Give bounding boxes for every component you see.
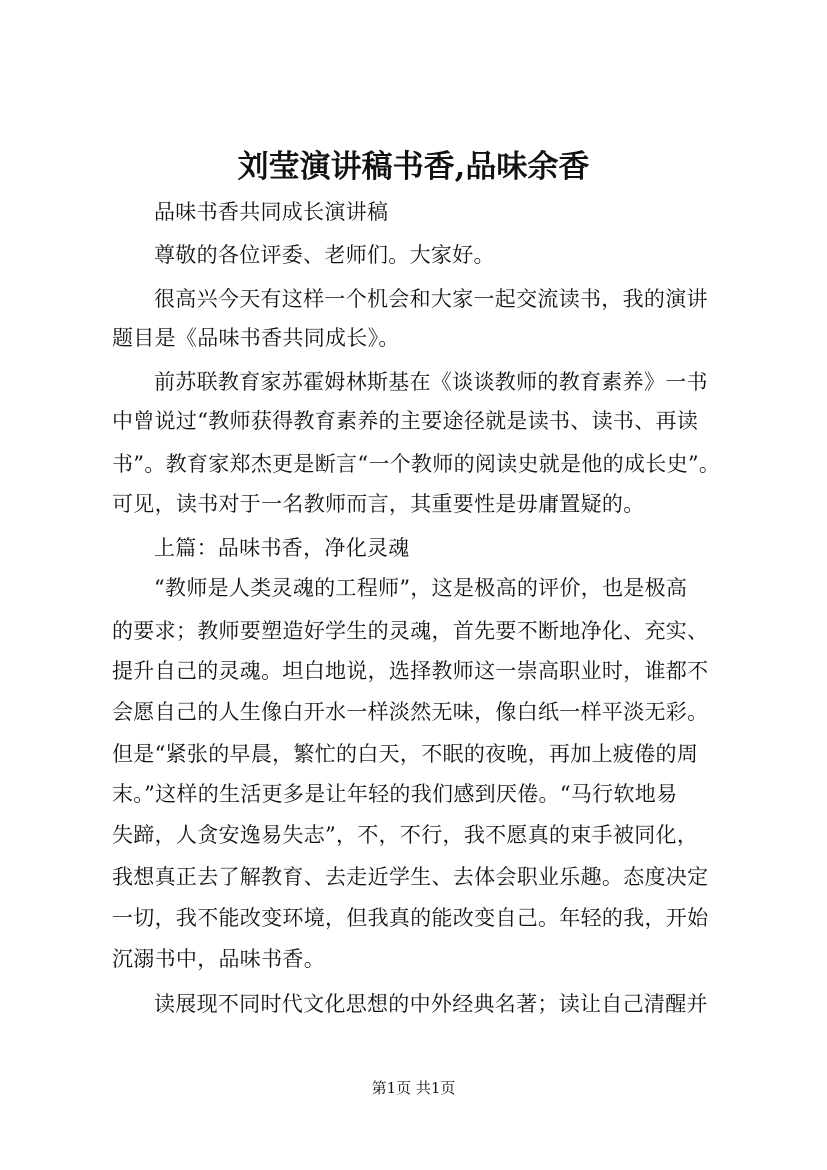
text-line: 末。”这样的生活更多是让年轻的我们感到厌倦。“马行软地易	[112, 782, 678, 806]
text-line: 可见，读书对于一名教师而言，其重要性是毋庸置疑的。	[112, 492, 645, 516]
text-line: 很高兴今天有这样一个机会和大家一起交流读书，我的演讲	[154, 287, 708, 311]
text-line: 尊敬的各位评委、老师们。大家好。	[154, 243, 495, 267]
text-line: 读展现不同时代文化思想的中外经典名著；读让自己清醒并	[154, 992, 708, 1016]
text-line: 题目是《品味书香共同成长》。	[112, 326, 400, 350]
text-line: 书”。教育家郑杰更是断言“一个教师的阅读史就是他的成长史”。	[112, 452, 721, 476]
text-line: 中曾说过“教师获得教育素养的主要途径就是读书、读书、再读	[112, 409, 699, 433]
text-line: 前苏联教育家苏霍姆林斯基在《谈谈教师的教育素养》一书	[154, 370, 708, 394]
text-line: 会愿自己的人生像白开水一样淡然无味，像白纸一样平淡无彩。	[112, 700, 709, 724]
text-line: 我想真正去了解教育、去走近学生、去体会职业乐趣。态度决定	[112, 865, 709, 889]
text-line: 但是“紧张的早晨，繁忙的白天，不眠的夜晚，再加上疲倦的周	[112, 742, 699, 766]
page-footer: 第1页 共1页	[371, 1079, 456, 1097]
document-title: 刘莹演讲稿书香,品味余香	[237, 149, 590, 185]
section-heading: 上篇：品味书香，净化灵魂	[154, 536, 410, 560]
text-line: 的要求；教师要塑造好学生的灵魂，首先要不断地净化、充实、	[112, 619, 709, 643]
text-line: 品味书香共同成长演讲稿	[154, 200, 389, 224]
text-line: 一切，我不能改变环境，但我真的能改变自己。年轻的我，开始	[112, 906, 709, 930]
text-line: 提升自己的灵魂。坦白地说，选择教师这一崇高职业时，谁都不	[112, 659, 709, 683]
text-line: 沉溺书中，品味书香。	[112, 947, 325, 971]
text-line: “教师是人类灵魂的工程师”，这是极高的评价，也是极高	[154, 576, 688, 600]
text-line: 失蹄，人贪安逸易失志”，不，不行，我不愿真的束手被同化，	[112, 823, 699, 847]
